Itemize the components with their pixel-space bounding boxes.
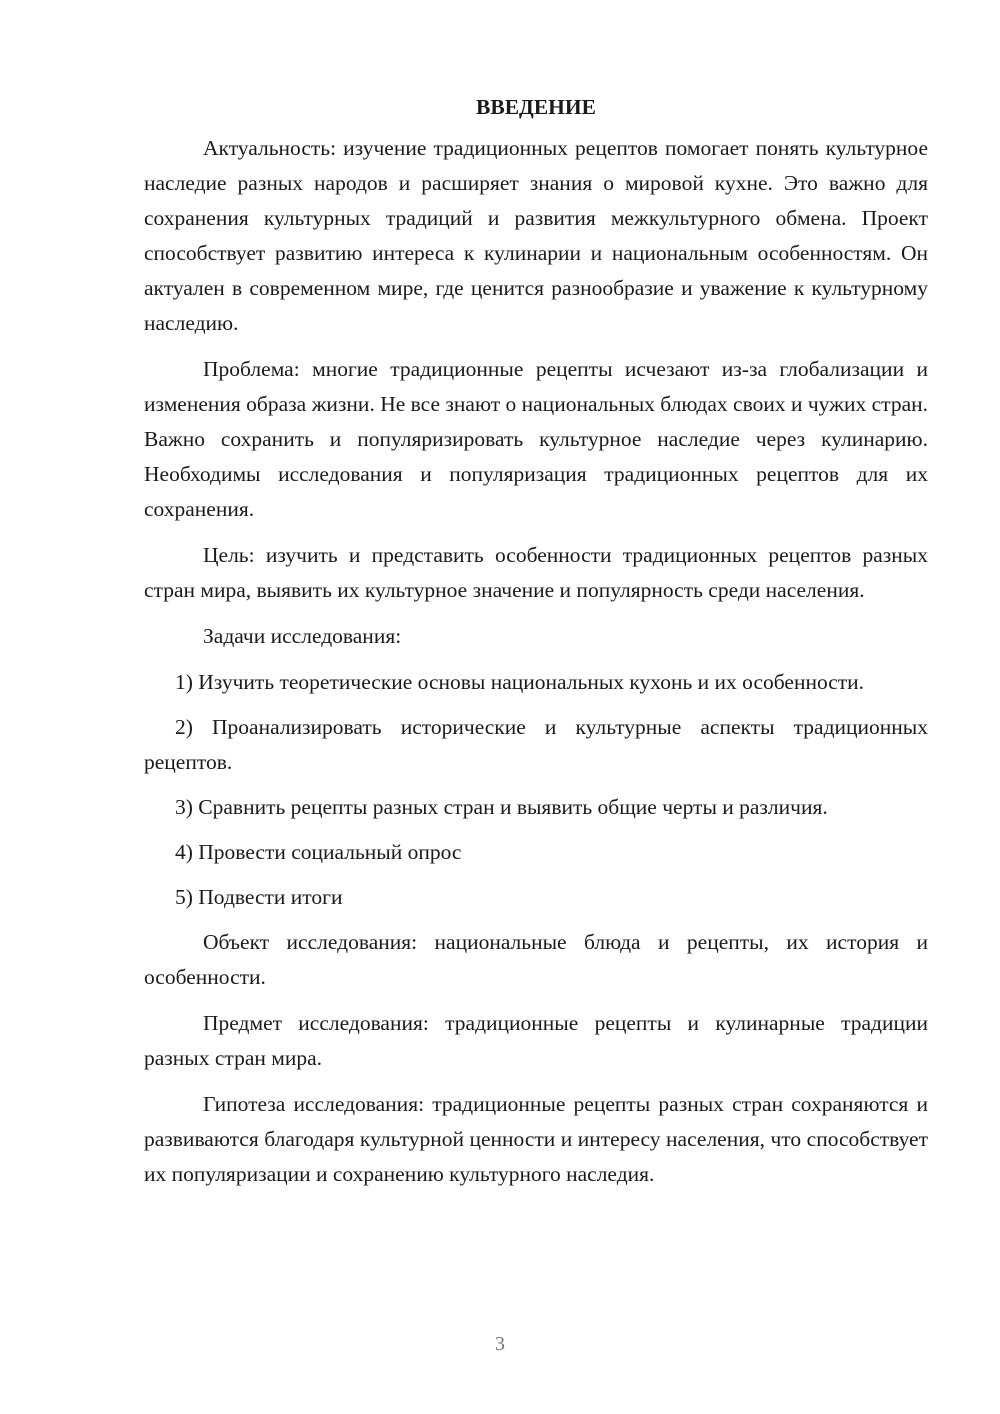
hypothesis-paragraph: Гипотеза исследования: традиционные рецепты разных стран сохраняются и развиваются благодаря культурной ценности и интересу населения, что способствует их популяризации и сохранению культурного наследия. <box>144 1092 928 1186</box>
problem-paragraph: Проблема: многие традиционные рецепты исчезают из-за глобализации и изменения образа жизни. Не все знают о национальных блюдах своих и чужих стран. Важно сохранить и популяризировать культурное наследие через кулинарию. Необходимы исследования и популяризация традиционных рецептов для их сохранения. <box>144 357 928 521</box>
object-paragraph: Объект исследования: национальные блюда и рецепты, их история и особенности. <box>144 930 928 989</box>
task-item: 4) Провести социальный опрос <box>175 840 462 864</box>
task-item: 2) Проанализировать исторические и культурные аспекты традиционных рецептов. <box>144 715 928 774</box>
goal-paragraph: Цель: изучить и представить особенности традиционных рецептов разных стран мира, выявить их культурное значение и популярность среди населения. <box>144 543 928 602</box>
subject-paragraph: Предмет исследования: традиционные рецепты и кулинарные традиции разных стран мира. <box>144 1011 928 1070</box>
page-number: 3 <box>495 1333 505 1355</box>
tasks-heading: Задачи исследования: <box>203 624 402 648</box>
document-page <box>144 90 928 1203</box>
task-item: 5) Подвести итоги <box>175 885 343 909</box>
task-item: 1) Изучить теоретические основы национальных кухонь и их особенности. <box>175 670 865 694</box>
actuality-paragraph: Актуальность: изучение традиционных рецептов помогает понять культурное наследие разных народов и расширяет знания о мировой кухне. Это важно для сохранения культурных традиций и развития межкультурного обмена. Проект способствует развитию интереса к кулинарии и национальным особенностям. Он актуален в современном мире, где ценится разнообразие и уважение к культурному наследию. <box>144 136 928 335</box>
section-title: ВВЕДЕНИЕ <box>476 95 596 119</box>
task-item: 3) Сравнить рецепты разных стран и выявить общие черты и различия. <box>175 795 828 819</box>
